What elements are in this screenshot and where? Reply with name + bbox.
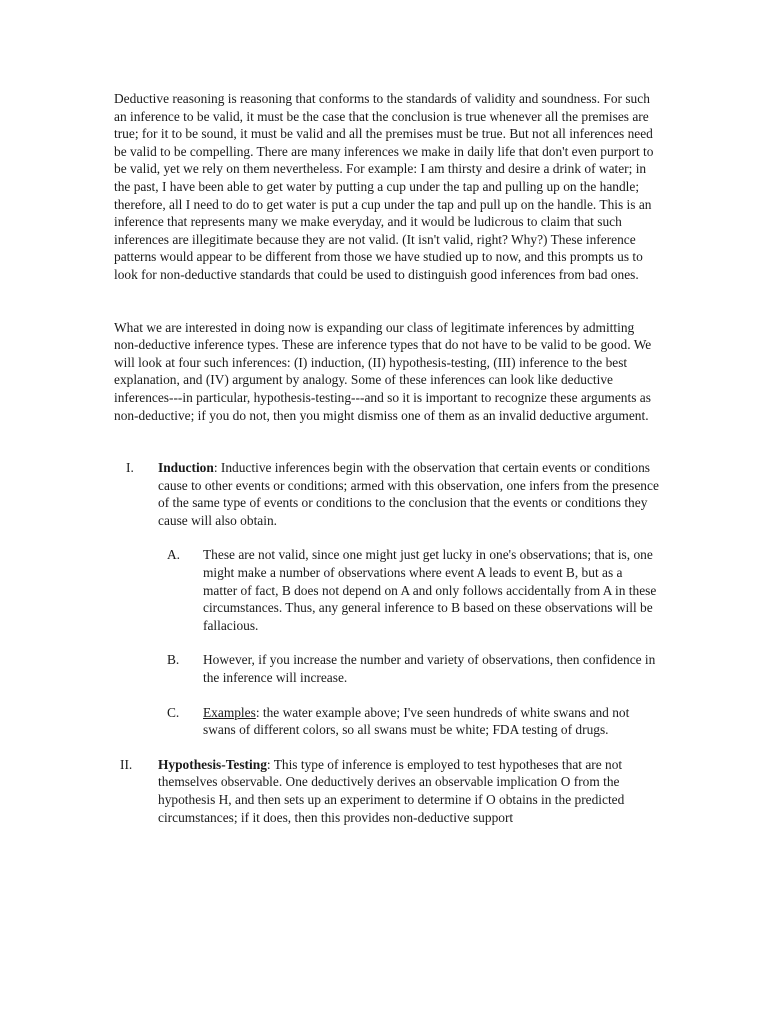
item-text: However, if you increase the number and variety of observations, then confidence in the inference will increase.: [203, 652, 656, 686]
section-heading: Induction: [158, 460, 214, 476]
section-hypothesis-testing: [114, 756, 659, 826]
list-item: [114, 704, 659, 739]
item-letter: C.: [167, 704, 180, 720]
section-numeral: II.: [120, 756, 133, 772]
intro-paragraph-2: What we are interested in doing now is expanding our class of legitimate inferences by admitting non-deductive inference types. These are inference types that do not have to be valid to be good. We will look at four such inferences: (I) induction, (II) hypothesis-testing, (III) inference to the best explanation, and (IV) argument by analogy. Some of these inferences can look like deductive inferences---in particular, hypothesis-testing---and so it is important to recognize these arguments as non-deductive; if you do not, then you might dismiss one of them as an invalid deductive argument.: [114, 319, 652, 423]
section-body: [158, 756, 659, 826]
list-item: [114, 651, 659, 686]
section-heading: Hypothesis-Testing: [158, 756, 267, 772]
item-body: [203, 704, 659, 739]
section-text: : Inductive inferences begin with the observation that certain events or conditions cause to other events or conditions; armed with this observation, one infers from the presence of the same type of events or conditions to the conclusion that the events or conditions they cause will also obtain.: [158, 460, 659, 528]
item-letter: B.: [167, 652, 180, 668]
section-text: : This type of inference is employed to test hypotheses that are not themselves observable. One deductively derives an observable implication O from the hypothesis H, and then sets up an experiment to determine if O obtains in the predicted circumstances; if it does, then this provides non-deductive support: [158, 756, 625, 825]
item-text: : the water example above; I've seen hundreds of white swans and not swans of different colors, so all swans must be white; FDA testing of drugs.: [203, 704, 630, 738]
examples-label: Examples: [203, 704, 256, 720]
list-item: [114, 546, 659, 634]
intro-paragraph-1: Deductive reasoning is reasoning that conforms to the standards of validity and soundness. For such an inference to be valid, it must be the case that the conclusion is true whenever all the premises are true; for it to be sound, it must be valid and all the premises must be true. But not all inferences need be valid to be compelling. There are many inferences we make in daily life that don't even purport to be valid, yet we rely on them nevertheless. For example: I am thirsty and desire a drink of water; in the past, I have been able to get water by putting a cup under the tap and pulling up on the handle; therefore, all I need to do to get water is put a cup under the tap and pull up on the handle. This is an inference that represents many we make everyday, and it would be ludicrous to claim that such inferences are illegitimate because they are not valid. (It isn't valid, right? Why?) These inference patterns would appear to be different from those we have studied up to now, and this prompts us to look for non-deductive standards that could be used to distinguish good inferences from bad ones.: [114, 91, 654, 282]
section-numeral: I.: [126, 460, 134, 476]
item-letter: A.: [167, 547, 181, 563]
document-page: [114, 90, 659, 826]
section-induction: [114, 459, 659, 529]
section-body: [158, 459, 659, 529]
item-text: These are not valid, since one might just get lucky in one's observations; that is, one might make a number of observations where event A leads to event B, but as a matter of fact, B does not depend on A and only follows accidentally from A in these circumstances. Thus, any general inference to B based on these observations will be fallacious.: [203, 547, 657, 633]
